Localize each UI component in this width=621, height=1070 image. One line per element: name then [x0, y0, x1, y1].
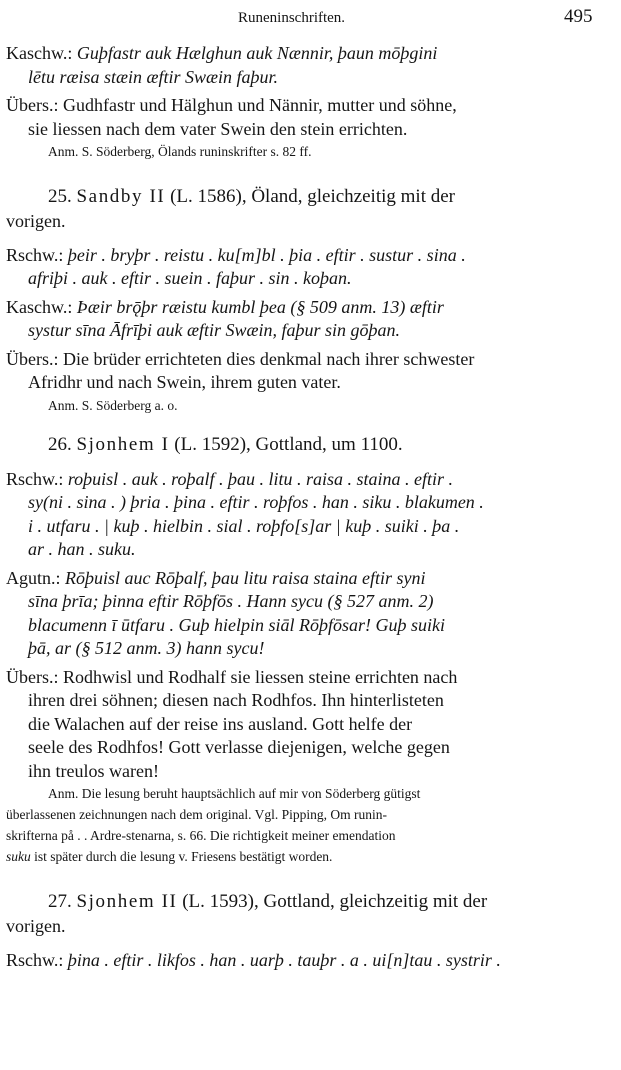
transcription-text: sīna þrīa; þinna eftir Rōþfōs . Hann sycu (§ 527 anm. 2): [28, 591, 434, 611]
transcription-text: lētu ræisa stæin æftir Swæin faþur.: [28, 66, 279, 87]
annotation-note: überlassenen zeichnungen nach dem original. Vgl. Pipping, Om runin-: [6, 807, 388, 822]
section-heading-25: [6, 184, 602, 210]
translation-text: Die brüder errichteten dies denkmal nach ihrer schwester: [63, 348, 475, 369]
translation-text: ihren drei söhnen; diesen nach Rodhfos. Ihn hinterlisteten: [28, 690, 444, 710]
section-heading-26: [6, 432, 602, 458]
section-heading-text: vorigen.: [6, 916, 66, 936]
label-ubers: Übers.:: [6, 348, 59, 369]
label-ubers: Übers.:: [6, 666, 59, 687]
kaschw-line: [6, 296, 602, 320]
translation-text: die Walachen auf der reise ins ausland. Gott helfe der: [28, 713, 413, 734]
annotation-note: Anm. Die lesung beruht hauptsächlich auf mir von Söderberg gütigst: [48, 786, 421, 801]
annotation-note: Anm. S. Söderberg a. o.: [48, 397, 178, 413]
inscription-name: Sjonhem I: [76, 433, 170, 455]
label-agutn: Agutn.:: [6, 567, 61, 588]
runic-text: roþuisl . auk . roþalf . þau . litu . raisa . staina . eftir .: [67, 468, 454, 489]
section-number: 26.: [48, 433, 72, 455]
label-rschw: Rschw.:: [6, 244, 64, 265]
section-heading-27: [6, 889, 602, 915]
translation-text: seele des Rodhfos! Gott verlasse diejenigen, welche gegen: [28, 737, 450, 757]
section-number: 27.: [48, 891, 72, 912]
inscription-name: Sjonhem II: [76, 891, 178, 912]
section-heading-text: vorigen.: [6, 211, 66, 231]
transcription-text: systur sīna Āfrīþi auk æftir Swæin, faþur sin gōþan.: [28, 320, 401, 340]
running-header: [0, 6, 621, 32]
rschw-line: [6, 468, 602, 492]
label-kaschw: Kaschw.:: [6, 43, 73, 63]
runic-text: þina . eftir . likfos . han . uarþ . tauþr . a . ui[n]tau . systrir .: [67, 949, 501, 970]
agutn-line: [6, 567, 602, 591]
annotation-note: Anm. S. Söderberg, Ölands runinskrifter s. 82 ff.: [48, 144, 312, 159]
translation-text: Gudhfastr und Hälghun und Nännir, mutter und söhne,: [63, 95, 457, 115]
label-kaschw: Kaschw.:: [6, 296, 73, 317]
runic-text: i . utfaru . | kuþ . hielbin . sial . roþfo[s]ar | kuþ . suiki . þa .: [28, 515, 460, 536]
section-number: 25.: [48, 186, 72, 207]
rschw-line: [6, 244, 602, 268]
label-ubers: Übers.:: [6, 95, 59, 115]
rschw-line: [6, 949, 602, 973]
translation-line: [6, 348, 602, 372]
label-rschw: Rschw.:: [6, 468, 64, 489]
translation-text: ihn treulos waren!: [28, 760, 159, 781]
transcription-text: blacumenn ī ūtfaru . Guþ hielpin siāl Rōþfōsar! Guþ suiki: [28, 614, 445, 635]
annotation-note: skrifterna på . . Ardre-stenarna, s. 66. Die richtigkeit meiner emendation: [6, 828, 396, 843]
runic-text: ar . han . suku.: [28, 539, 136, 559]
section-heading-text: (L. 1586), Öland, gleichzeitig mit der: [170, 186, 455, 207]
translation-line: [6, 666, 602, 690]
page-number: 495: [564, 6, 593, 27]
runic-text: sy(ni . sina . ) þria . þina . eftir . roþfos . han . siku . blakumen .: [28, 492, 484, 512]
translation-line: [6, 94, 602, 118]
translation-text: sie liessen nach dem vater Swein den stein errichten.: [28, 118, 408, 139]
runic-text: þeir . bryþr . reistu . ku[m]bl . þia . eftir . sustur . sina .: [67, 244, 466, 265]
inscription-name: Sandby II: [76, 186, 166, 207]
transcription-text: Rōþuisl auc Rōþalf, þau litu raisa staina eftir syni: [65, 567, 426, 588]
section-heading-text: (L. 1593), Gottland, gleichzeitig mit der: [182, 891, 488, 912]
emended-word: suku: [6, 849, 31, 864]
runic-text: afriþi . auk . eftir . suein . faþur . sin . koþan.: [28, 268, 352, 288]
annotation-text: ist später durch die lesung v. Friesens bestätigt worden.: [30, 849, 333, 864]
translation-text: Afridhr und nach Swein, ihrem guten vater.: [28, 372, 341, 392]
label-rschw: Rschw.:: [6, 949, 64, 970]
section-heading-text: (L. 1592), Gottland, um 1100.: [174, 433, 403, 455]
translation-text: Rodhwisl und Rodhalf sie liessen steine errichten nach: [63, 666, 458, 687]
transcription-text: Þæir brǭþr ræistu kumbl þea (§ 509 anm. 13) æftir: [76, 296, 444, 317]
kaschw-line: [6, 42, 602, 66]
transcription-text: þā, ar (§ 512 anm. 3) hann sycu!: [28, 638, 265, 658]
annotation-note: [6, 846, 602, 867]
transcription-text: Guþfastr auk Hælghun auk Nænnir, þaun mōþgini: [76, 43, 438, 63]
page-body: [6, 42, 602, 972]
running-title: Runeninschriften.: [238, 10, 346, 26]
